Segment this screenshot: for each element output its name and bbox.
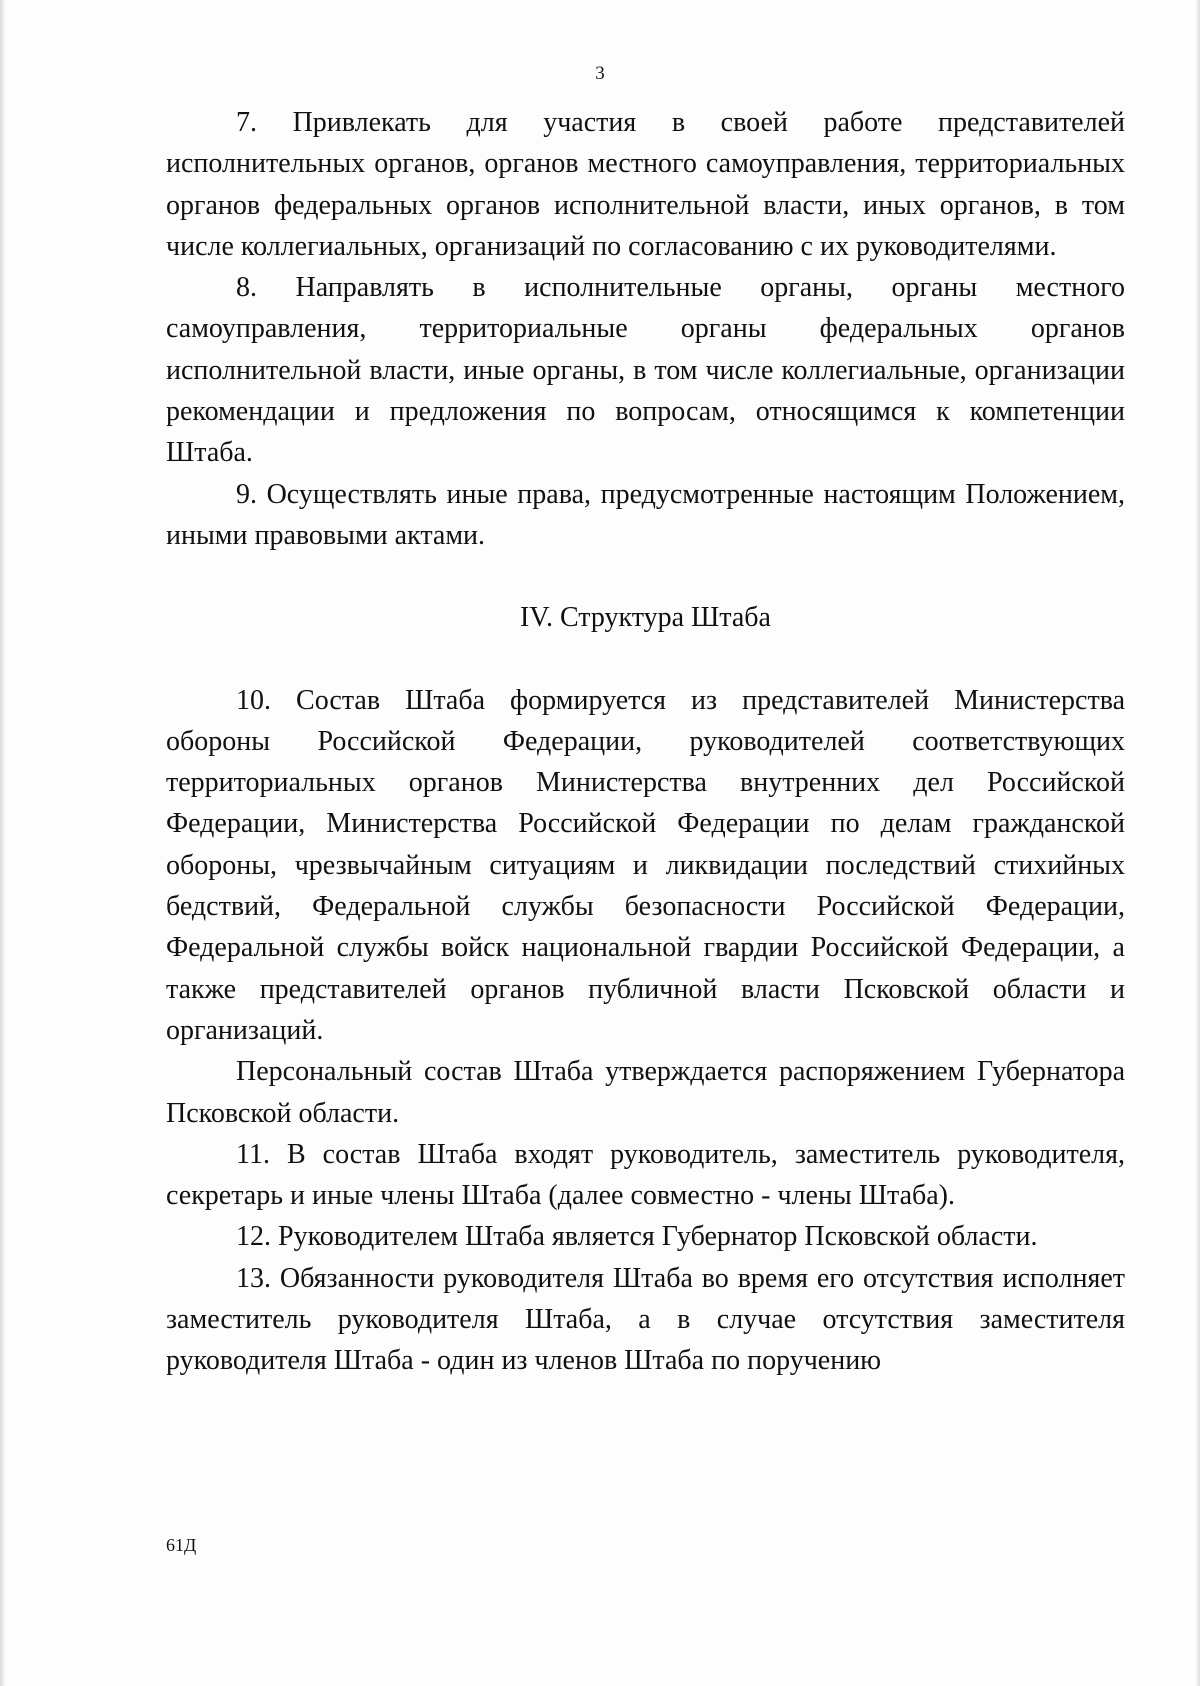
scan-edge-left xyxy=(0,0,6,1686)
spacer xyxy=(166,556,1125,597)
paragraph-12: 12. Руководителем Штаба является Губернатор Псковской области. xyxy=(236,1221,1038,1253)
paragraph-7: 7. Привлекать для участия в своей работе представителей исполнительных органов, органов местного самоуправления, территориальных органов федеральных органов исполнительной власти, иных органов, в том числе коллегиальных, организаций по согласованию с их руководителями. xyxy=(166,107,1125,262)
document-body xyxy=(166,102,1125,1382)
paragraph-10: 10. Состав Штаба формируется из представителей Министерства обороны Российской Федерации, руководителей соответствующих территориальных органов Министерства внутренних дел Российской Федерации, Министерства Российской Федерации по делам гражданской обороны, чрезвычайным ситуациям и ликвидации последствий стихийных бедствий, Федеральной службы безопасности Российской Федерации, Федеральной службы войск национальной гвардии Российской Федерации, а также представителей органов публичной власти Псковской области и организаций. xyxy=(166,684,1125,1046)
paragraph-13: 13. Обязанности руководителя Штаба во время его отсутствия исполняет заместитель руководителя Штаба, а в случае отсутствия заместителя руководителя Штаба - один из членов Штаба по поручению xyxy=(166,1262,1125,1377)
paragraph-11: 11. В состав Штаба входят руководитель, заместитель руководителя, секретарь и иные члены Штаба (далее совместно - члены Штаба). xyxy=(166,1138,1125,1212)
paragraph-8: 8. Направлять в исполнительные органы, органы местного самоуправления, территориальные органы федеральных органов исполнительной власти, иные органы, в том числе коллегиальные, организации рекомендации и предложения по вопросам, относящимся к компетенции Штаба. xyxy=(166,272,1125,469)
scan-edge-right xyxy=(1195,0,1200,1686)
paragraph-9: 9. Осуществлять иные права, предусмотренные настоящим Положением, иными правовыми актами. xyxy=(166,478,1125,551)
section-heading: IV. Структура Штаба xyxy=(520,602,771,634)
spacer xyxy=(166,639,1125,680)
paragraph-personal-composition: Персональный состав Штаба утверждается распоряжением Губернатора Псковской области. xyxy=(166,1056,1125,1129)
document-code: 61Д xyxy=(166,1535,197,1555)
page-number: 3 xyxy=(595,63,605,84)
